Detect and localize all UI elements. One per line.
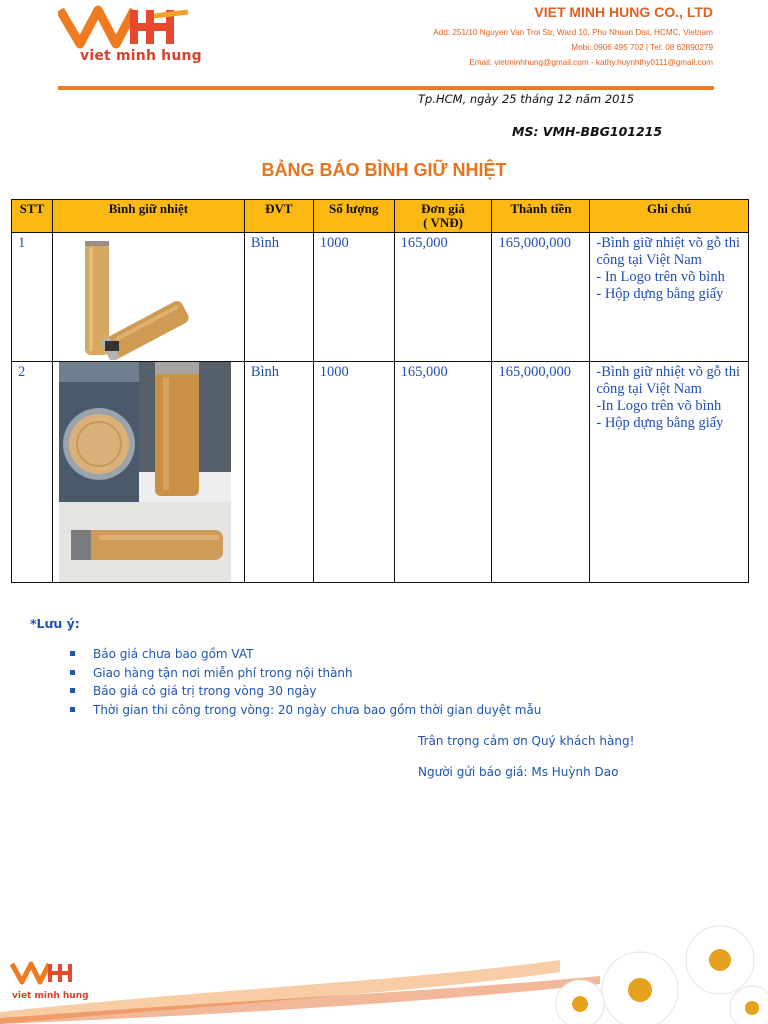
company-phone: Mobi: 0906 495 702 | Tel: 08 62890279 xyxy=(571,43,713,52)
logo-text: viet minh hung xyxy=(80,48,202,64)
header-note: Ghi chú xyxy=(590,200,749,233)
cell-unit: Bình xyxy=(244,233,313,362)
thanks-line: Trân trọng cảm ơn Quý khách hàng! xyxy=(418,734,635,748)
cell-price: 165,000 xyxy=(394,233,492,362)
list-item: Báo giá có giá trị trong vòng 30 ngày xyxy=(70,684,541,703)
table-row xyxy=(12,362,749,583)
bullet-icon xyxy=(70,651,75,656)
list-item: Thời gian thi công trong vòng: 20 ngày chưa bao gồm thời gian duyệt mẫu xyxy=(70,703,541,722)
cell-product-image xyxy=(52,233,244,362)
footer-banner xyxy=(0,920,768,1024)
company-contact xyxy=(433,25,713,70)
cell-price: 165,000 xyxy=(394,362,492,583)
quote-table xyxy=(11,199,749,583)
company-email: Email: vietminhhung@gmail.com - kathy.huynhthy0111@gmail.com xyxy=(469,58,713,67)
bamboo-bottle-photo xyxy=(61,233,206,360)
header-stt: STT xyxy=(12,200,53,233)
notes-title: *Lưu ý: xyxy=(30,616,80,631)
footer-logo-text: viet minh hung xyxy=(12,991,89,1001)
company-name: VIET MINH HUNG CO., LTD xyxy=(534,4,713,20)
document-code: MS: VMH-BBG101215 xyxy=(512,124,663,139)
bullet-icon xyxy=(70,688,75,693)
bamboo-bottle-collage xyxy=(59,362,231,582)
header-total: Thành tiền xyxy=(492,200,590,233)
cell-stt: 1 xyxy=(12,233,53,362)
header-product: Bình giữ nhiệt xyxy=(52,200,244,233)
cell-note: -Bình giữ nhiệt võ gỗ thi công tại Việt Nam - In Logo trên võ bình - Hộp dựng bằng giấy xyxy=(590,233,749,362)
header-price: Đơn giá ( VNĐ) xyxy=(394,200,492,233)
cell-unit: Bình xyxy=(244,362,313,583)
cell-stt: 2 xyxy=(12,362,53,583)
list-item: Giao hàng tận nơi miễn phí trong nội thành xyxy=(70,666,541,685)
bullet-icon xyxy=(70,670,75,675)
cell-note: -Bình giữ nhiệt võ gỗ thi công tại Việt Nam -In Logo trên võ bình - Hộp dựng bằng giấy xyxy=(590,362,749,583)
header-unit: ĐVT xyxy=(244,200,313,233)
table-row xyxy=(12,233,749,362)
daisy-flowers xyxy=(556,926,768,1024)
cell-total: 165,000,000 xyxy=(492,362,590,583)
bullet-icon xyxy=(70,707,75,712)
sender-line: Người gửi báo giá: Ms Huỳnh Dao xyxy=(418,765,619,779)
cell-qty: 1000 xyxy=(313,362,394,583)
header-qty: Số lượng xyxy=(313,200,394,233)
date-line: Tp.HCM, ngày 25 tháng 12 năm 2015 xyxy=(418,92,635,106)
footer-logo xyxy=(12,964,89,1001)
cell-total: 165,000,000 xyxy=(492,233,590,362)
cell-product-image xyxy=(52,362,244,583)
table-header-row xyxy=(12,200,749,233)
cell-qty: 1000 xyxy=(313,233,394,362)
notes-list xyxy=(70,647,541,721)
list-item: Báo giá chưa bao gồm VAT xyxy=(70,647,541,666)
company-address: Add: 251/10 Nguyen Van Troi Str, Ward 10, Phu Nhuan Dist, HCMC, Vietnam xyxy=(433,28,713,37)
page-title: BẢNG BÁO BÌNH GIỮ NHIỆT xyxy=(261,160,507,180)
header-divider xyxy=(58,86,714,90)
